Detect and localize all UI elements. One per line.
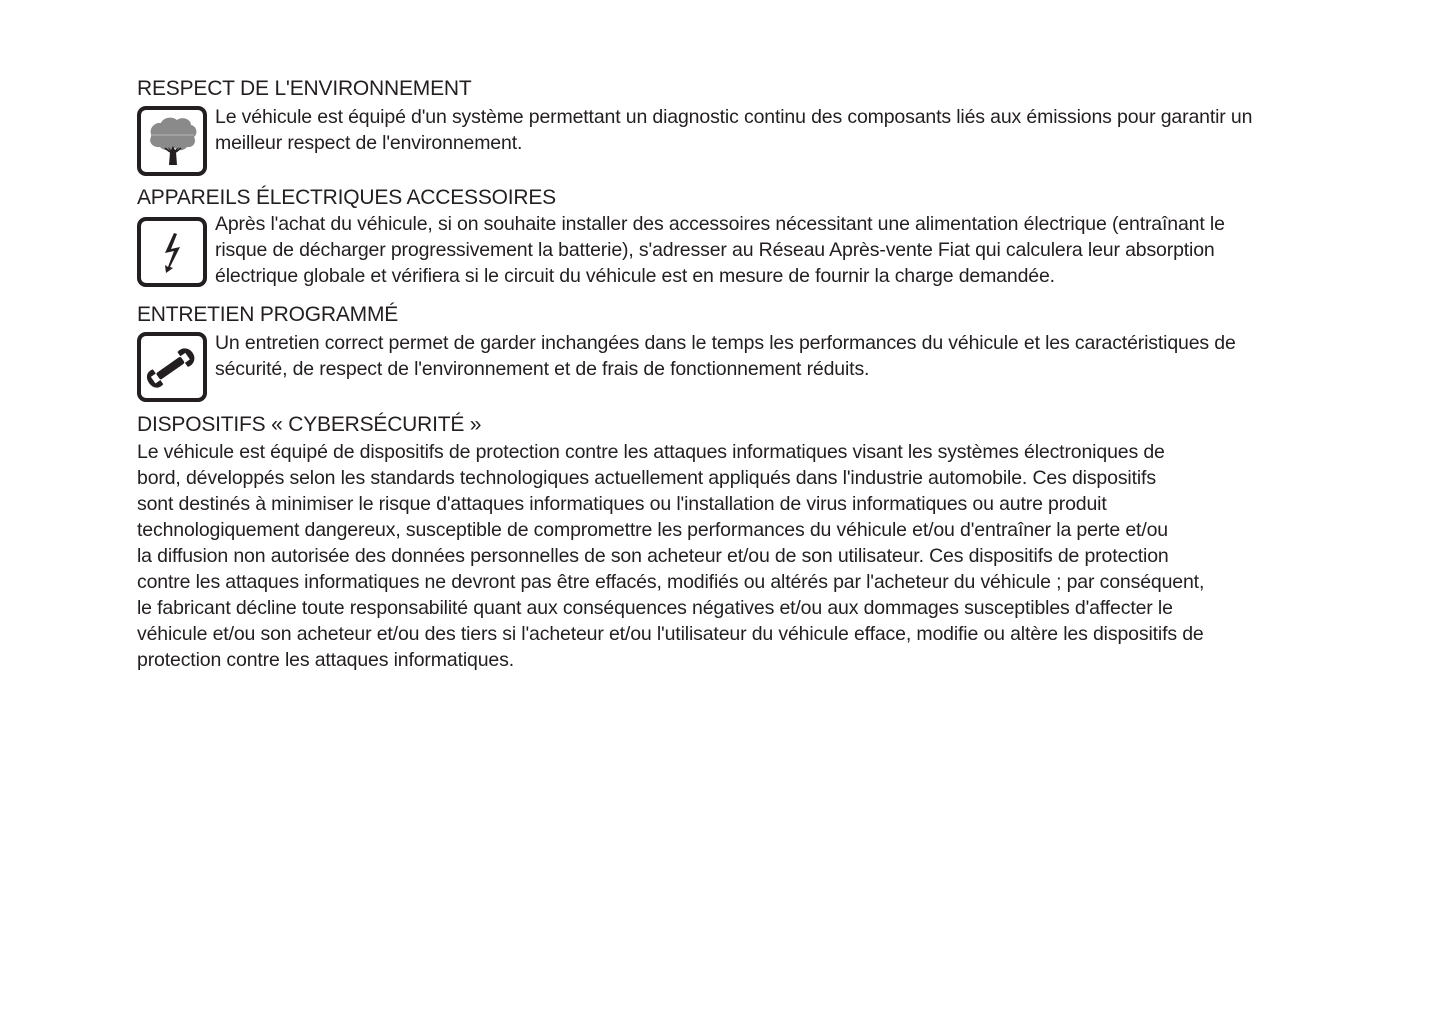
text-line: meilleur respect de l'environnement. <box>215 132 523 154</box>
text-line: bord, développés selon les standards technologiques actuellement appliqués dans l'industrie automobile. Ces dispositifs <box>137 467 1156 489</box>
section-cybersecurity <box>137 412 1204 673</box>
section-heading: APPAREILS ÉLECTRIQUES ACCESSOIRES <box>137 186 556 209</box>
text-line: électrique globale et vérifiera si le circuit du véhicule est en mesure de fournir la charge demandée. <box>215 265 1055 287</box>
section-heading: RESPECT DE L'ENVIRONNEMENT <box>137 77 472 100</box>
tree-icon <box>137 106 207 176</box>
text-line: Un entretien correct permet de garder inchangées dans le temps les performances du véhicule et les caractéristiques de <box>215 332 1236 354</box>
text-line: technologiquement dangereux, susceptible de compromettre les performances du véhicule et/ou d'entraîner la perte et/ou <box>137 519 1168 541</box>
section-scheduled-maintenance <box>137 302 1236 402</box>
text-line: la diffusion non autorisée des données personnelles de son acheteur et/ou de son utilisateur. Ces dispositifs de protection <box>137 545 1169 567</box>
section-body <box>137 330 1236 402</box>
section-text <box>215 330 1236 382</box>
section-body <box>137 104 1252 176</box>
section-text <box>137 439 1204 673</box>
section-text <box>215 211 1225 289</box>
text-line: protection contre les attaques informatiques. <box>137 649 514 671</box>
section-heading: DISPOSITIFS « CYBERSÉCURITÉ » <box>137 413 482 436</box>
section-text <box>215 104 1252 156</box>
text-line: sécurité, de respect de l'environnement et de frais de fonctionnement réduits. <box>215 358 870 380</box>
text-line: Le véhicule est équipé d'un système permettant un diagnostic continu des composants liés aux émissions pour garantir un <box>215 106 1253 128</box>
lightning-bolt-icon <box>137 217 207 287</box>
section-heading: ENTRETIEN PROGRAMMÉ <box>137 303 399 326</box>
text-line: risque de décharger progressivement la batterie), s'adresser au Réseau Après-vente Fiat qui calculera leur absorption <box>215 239 1215 261</box>
text-line: le fabricant décline toute responsabilité quant aux conséquences négatives et/ou aux dommages susceptibles d'affecter le <box>137 597 1173 619</box>
section-electrical-accessories <box>137 185 1225 289</box>
text-line: Après l'achat du véhicule, si on souhaite installer des accessoires nécessitant une alimentation électrique (entraînant le <box>215 213 1225 235</box>
text-line: sont destinés à minimiser le risque d'attaques informatiques ou l'installation de virus informatiques ou autre produit <box>137 493 1107 515</box>
section-environment <box>137 76 1252 176</box>
wrench-icon <box>137 332 207 402</box>
text-line: contre les attaques informatiques ne devront pas être effacés, modifiés ou altérés par l'acheteur du véhicule ; par conséquent, <box>137 571 1205 593</box>
section-body <box>137 211 1225 289</box>
text-line: véhicule et/ou son acheteur et/ou des tiers si l'acheteur et/ou l'utilisateur du véhicule efface, modifie ou altère les dispositifs de <box>137 623 1204 645</box>
text-line: Le véhicule est équipé de dispositifs de protection contre les attaques informatiques visant les systèmes électroniques de <box>137 441 1165 463</box>
